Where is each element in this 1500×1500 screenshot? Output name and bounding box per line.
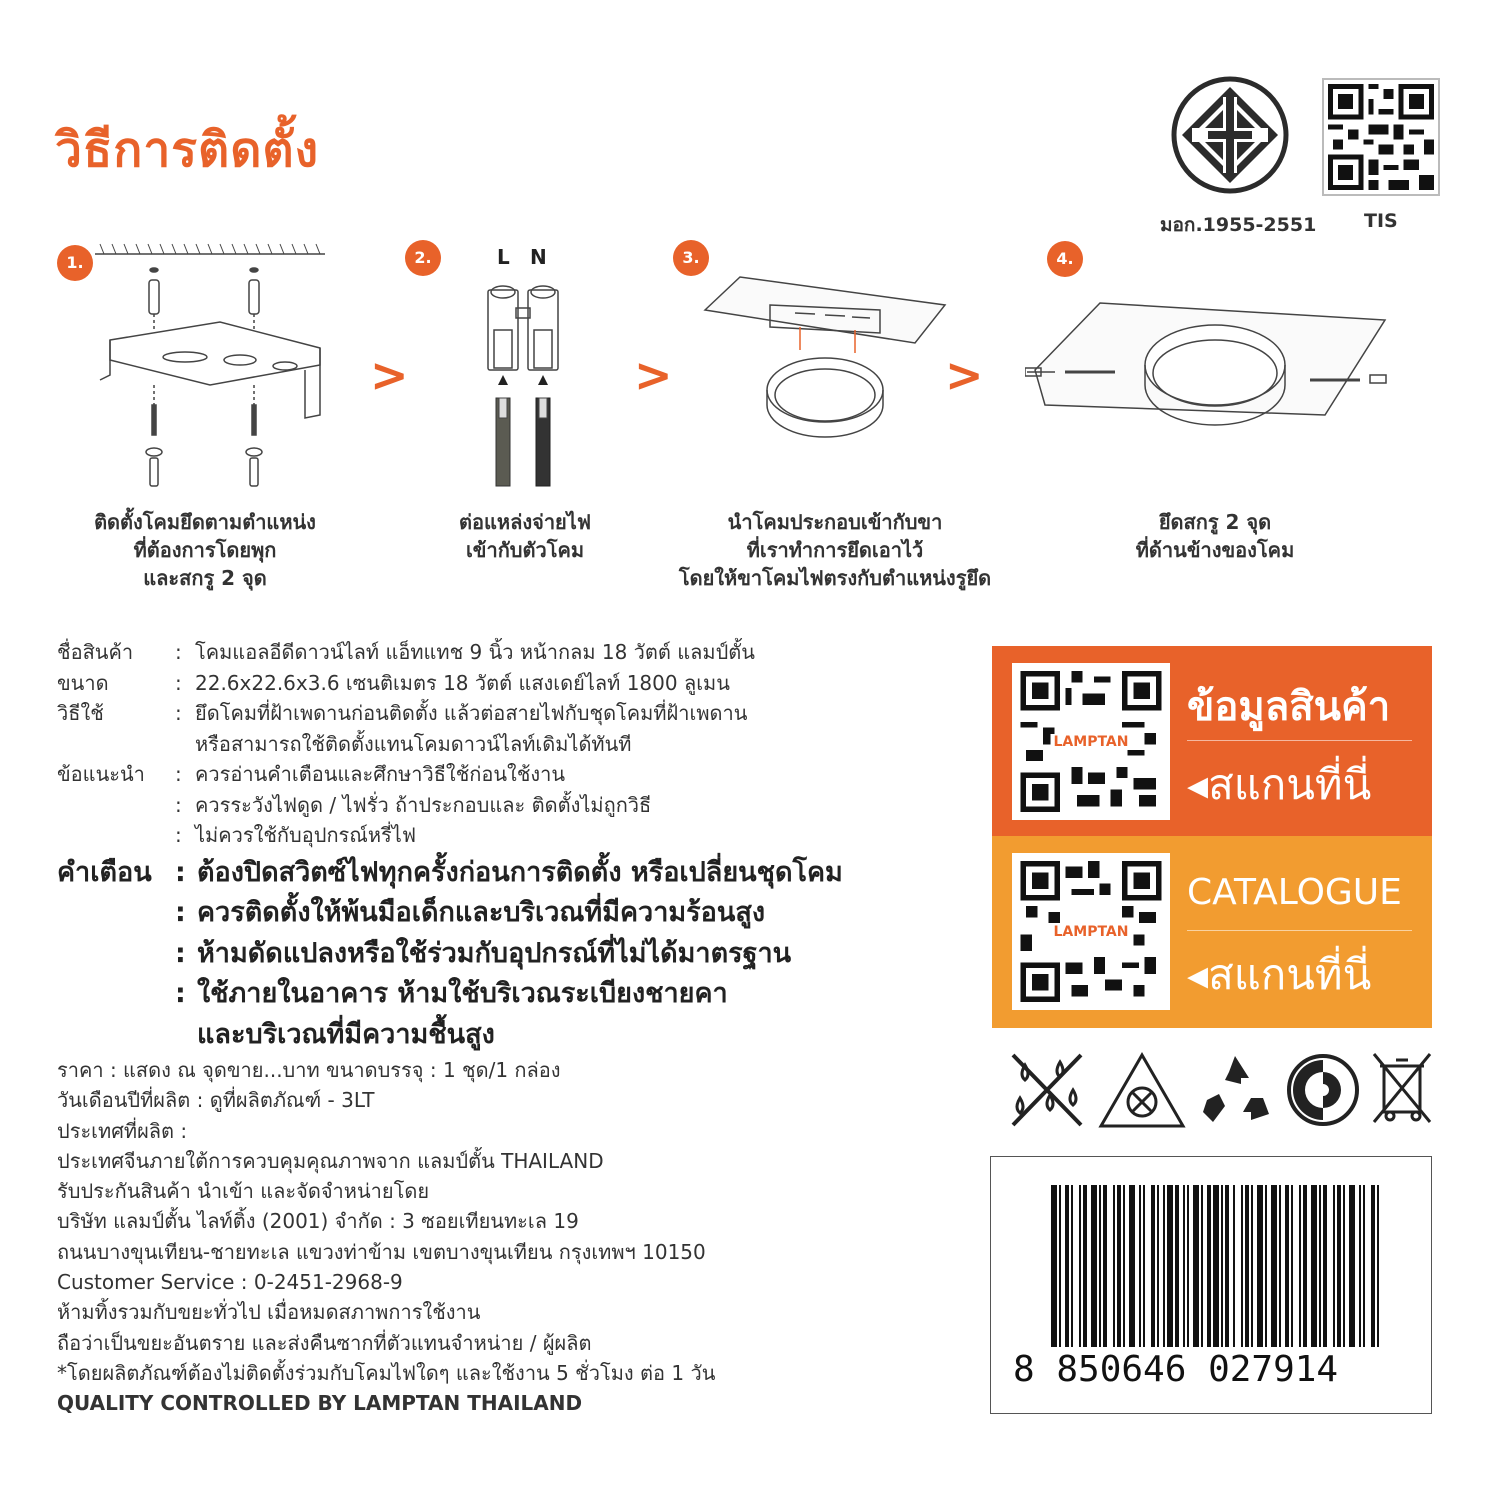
- spec-row: [57, 759, 937, 790]
- spec-key: ข้อแนะนำ: [57, 762, 145, 786]
- step-3-caption-line: โดยให้ขาโคมไฟตรงกับตำแหน่งรูยึด: [678, 566, 992, 590]
- barcode-bar: [1359, 1185, 1361, 1347]
- step-4-caption-line: ยึดสกรู 2 จุด: [1158, 510, 1272, 534]
- warning-colon: [175, 1015, 197, 1056]
- catalogue-scan-prompt: ◂สแกนที่นี่: [1187, 950, 1372, 999]
- step-2-caption-line: เข้ากับตัวโคม: [465, 538, 585, 562]
- spec-row: [57, 637, 937, 668]
- spec-colon: :: [175, 701, 182, 725]
- warning-row: [57, 1015, 937, 1056]
- step-1-caption-line: ที่ต้องการโดยพุก: [133, 538, 277, 562]
- spec-value: โคมแอลอีดีดาวน์ไลท์ แอ็ทแทช 9 นิ้ว หน้ากลม 18 วัตต์ แลมป์ตั้น: [195, 640, 755, 664]
- barcode-bar: [1363, 1185, 1365, 1347]
- info-line: *โดยผลิตภัณฑ์ต้องไม่ติดตั้งร่วมกับโคมไฟใดๆ และใช้งาน 5 ชั่วโมง ต่อ 1 วัน: [57, 1360, 716, 1385]
- barcode-bar: [1299, 1185, 1301, 1347]
- barcode-bar: [1343, 1185, 1345, 1347]
- barcode-bar: [1291, 1185, 1293, 1347]
- warning-value: ห้ามดัดแปลงหรือใช้ร่วมกับอุปกรณ์ที่ไม่ได้มาตรฐาน: [197, 937, 792, 969]
- warning-value: ใช้ภายในอาคาร ห้ามใช้บริเวณระเบียงชายคา: [197, 978, 728, 1009]
- step-2-badge: 2.: [405, 240, 441, 276]
- product-info-qr-code[interactable]: [1012, 663, 1170, 820]
- customer-service-line: Customer Service : 0-2451-2968-9: [57, 1270, 403, 1295]
- warning-colon: :: [175, 856, 186, 888]
- barcode-bar: [1201, 1185, 1203, 1347]
- step-2-connector-illustration: [480, 270, 570, 490]
- barcode-bar: [1167, 1185, 1173, 1347]
- product-spec-block: [57, 637, 937, 1419]
- step-2-caption-line: ต่อแหล่งจ่ายไฟ: [459, 510, 591, 534]
- step-arrow-1: >: [370, 348, 409, 402]
- qr-brand-label: LAMPTAN: [1051, 924, 1132, 940]
- barcode-bar: [1265, 1185, 1267, 1347]
- spec-key: วิธีใช้: [57, 701, 104, 725]
- step-3-mount-illustration: [700, 265, 950, 450]
- panel-divider: [1187, 740, 1412, 741]
- barcode-bar: [1319, 1185, 1321, 1347]
- barcode-bar: [1083, 1185, 1087, 1347]
- step-1-bracket-illustration: [90, 240, 330, 500]
- warning-row: [57, 853, 937, 894]
- spec-key: [57, 790, 175, 821]
- step-3-badge: 3.: [673, 240, 709, 276]
- tis-qr-code[interactable]: [1322, 78, 1440, 196]
- weee-bin-icon: [1370, 1050, 1434, 1130]
- barcode-bar: [1157, 1185, 1159, 1347]
- step-arrow-3: >: [945, 348, 984, 402]
- barcode-bar: [1059, 1185, 1061, 1347]
- warning-key: [57, 1015, 175, 1056]
- spec-row: [57, 790, 937, 821]
- warning-colon: :: [175, 978, 186, 1009]
- barcode-bar: [1333, 1185, 1335, 1347]
- spec-colon: :: [175, 762, 182, 786]
- no-water-icon: [1005, 1050, 1085, 1130]
- barcode-bar: [1103, 1185, 1107, 1347]
- qr-pattern-icon: [1328, 84, 1434, 190]
- barcode-number: 8 850646 027914: [1013, 1349, 1339, 1390]
- tis-label: TIS: [1364, 210, 1398, 232]
- step-3-caption-line: ที่เราทำการยึดเอาไว้: [746, 538, 924, 562]
- spec-colon: :: [175, 640, 182, 664]
- barcode-bar: [1065, 1185, 1069, 1347]
- barcode-bar: [1245, 1185, 1249, 1347]
- barcode-bar: [1323, 1185, 1327, 1347]
- barcode-bar: [1271, 1185, 1277, 1347]
- spec-value: ยึดโคมที่ฝ้าเพดานก่อนติดตั้ง แล้วต่อสายไฟกับชุดโคมที่ฝ้าเพดาน: [195, 701, 748, 725]
- spec-value: 22.6x22.6x3.6 เซนติเมตร 18 วัตต์ แสงเดย์ไลท์ 1800 ลูเมน: [195, 670, 730, 695]
- catalogue-title: CATALOGUE: [1187, 872, 1402, 913]
- barcode-bar: [1207, 1185, 1211, 1347]
- spec-colon: [175, 729, 195, 760]
- barcode-bar: [1129, 1185, 1135, 1347]
- catalogue-qr-code[interactable]: [1012, 853, 1170, 1010]
- spec-row: [57, 698, 937, 729]
- barcode-bar: [1213, 1185, 1219, 1347]
- info-price-line: ราคา : แสดง ณ จุดขาย...บาท ขนาดบรรจุ : 1 ชุด/1 กล่อง: [57, 1058, 561, 1082]
- warning-key: คำเตือน: [57, 856, 152, 888]
- barcode-bar: [1371, 1185, 1375, 1347]
- barcode-bar: [1241, 1185, 1243, 1347]
- step-2-caption: [415, 508, 635, 564]
- no-insulation-cover-icon: [1097, 1050, 1187, 1130]
- info-line: ห้ามทิ้งรวมกับขยะทั่วไป เมื่อหมดสภาพการใช้งาน: [57, 1300, 481, 1325]
- product-info-panel: [992, 646, 1432, 836]
- product-info-title: ข้อมูลสินค้า: [1187, 684, 1391, 730]
- info-line: บริษัท แลมป์ตั้น ไลท์ติ้ง (2001) จำกัด : 3 ซอยเทียนทะเล 19: [57, 1209, 579, 1234]
- panel-divider: [1187, 930, 1412, 931]
- barcode-bars: [1051, 1185, 1381, 1347]
- spec-value: ควรอ่านคำเตือนและศึกษาวิธีใช้ก่อนใช้งาน: [195, 762, 566, 786]
- spec-value: ไม่ควรใช้กับอุปกรณ์หรี่ไฟ: [195, 823, 416, 847]
- recycle-icon: [1195, 1050, 1275, 1130]
- warning-value: ต้องปิดสวิตซ์ไฟทุกครั้งก่อนการติดตั้ง หรือเปลี่ยนชุดโคม: [197, 856, 843, 888]
- barcode-bar: [1183, 1185, 1185, 1347]
- barcode-bar: [1143, 1185, 1145, 1347]
- step-3-caption-line: นำโคมประกอบเข้ากับขา: [727, 510, 943, 534]
- barcode-bar: [1117, 1185, 1121, 1347]
- barcode-bar: [1051, 1185, 1057, 1347]
- warning-row: [57, 893, 937, 934]
- barcode-bar: [1187, 1185, 1189, 1347]
- spec-row: [57, 668, 937, 699]
- barcode-bar: [1311, 1185, 1317, 1347]
- barcode-bar: [1139, 1185, 1141, 1347]
- barcode-bar: [1337, 1185, 1341, 1347]
- spec-row: [57, 729, 937, 760]
- step-3-caption: [645, 508, 1025, 592]
- barcode-bar: [1151, 1185, 1155, 1347]
- compliance-icons-row: [1005, 1050, 1435, 1130]
- spec-colon: :: [175, 792, 182, 817]
- spec-value: หรือสามารถใช้ติดตั้งแทนโคมดาวน์ไลท์เดิมได้ทันที: [195, 731, 632, 756]
- barcode-bar: [1285, 1185, 1289, 1347]
- barcode-bar: [1221, 1185, 1223, 1347]
- warning-block: [57, 853, 937, 1056]
- terminal-n-label: N: [530, 245, 547, 269]
- barcode-bar: [1377, 1185, 1379, 1347]
- barcode-bar: [1193, 1185, 1199, 1347]
- warning-value: ควรติดตั้งให้พ้นมือเด็กและบริเวณที่มีความร้อนสูง: [197, 897, 766, 928]
- barcode-bar: [1113, 1185, 1115, 1347]
- spec-colon: :: [175, 823, 182, 847]
- step-1-caption-line: และสกรู 2 จุด: [143, 566, 267, 590]
- green-dot-icon: [1285, 1052, 1361, 1128]
- spec-colon: :: [175, 670, 182, 695]
- step-arrow-2: >: [634, 348, 673, 402]
- tis-logo-icon: [1170, 75, 1290, 195]
- info-line: ถนนบางขุนเทียน-ชายทะเล แขวงท่าข้าม เขตบางขุนเทียน กรุงเทพฯ 10150: [57, 1239, 706, 1264]
- info-line: รับประกันสินค้า นำเข้า และจัดจำหน่ายโดย: [57, 1179, 430, 1204]
- warning-value: และบริเวณที่มีความชื้นสูง: [197, 1018, 495, 1050]
- barcode-bar: [1349, 1185, 1355, 1347]
- product-info-scan-prompt: ◂สแกนที่นี่: [1187, 760, 1372, 809]
- spec-key: [57, 729, 175, 760]
- barcode-box: [990, 1156, 1432, 1414]
- warning-row: [57, 974, 937, 1015]
- warning-colon: :: [175, 937, 186, 969]
- spec-key: ชื่อสินค้า: [57, 640, 134, 664]
- barcode-bar: [1279, 1185, 1281, 1347]
- warning-key: [57, 893, 175, 934]
- info-line: วันเดือนปีที่ผลิต : ดูที่ผลิตภัณฑ์ - 3LT: [57, 1088, 375, 1113]
- warning-key: [57, 974, 175, 1015]
- barcode-bar: [1163, 1185, 1165, 1347]
- barcode-bar: [1175, 1185, 1179, 1347]
- step-4-screw-illustration: [1025, 295, 1400, 445]
- info-line: ประเทศที่ผลิต :: [57, 1118, 188, 1143]
- spec-key: [57, 820, 175, 851]
- step-4-caption: [1100, 508, 1330, 564]
- barcode-bar: [1251, 1185, 1253, 1347]
- warning-row: [57, 934, 937, 975]
- warning-colon: :: [175, 897, 186, 928]
- barcode-bar: [1233, 1185, 1235, 1347]
- terminal-l-label: L: [497, 245, 510, 269]
- step-1-caption: [60, 508, 350, 592]
- barcode-bar: [1225, 1185, 1229, 1347]
- step-4-badge: 4.: [1047, 241, 1083, 277]
- catalogue-panel: [992, 836, 1432, 1028]
- barcode-bar: [1071, 1185, 1073, 1347]
- tis-standard-code: มอก.1955-2551: [1160, 214, 1317, 236]
- step-1-caption-line: ติดตั้งโคมยึดตามตำแหน่ง: [94, 510, 316, 534]
- info-line: ประเทศจีนภายใต้การควบคุมคุณภาพจาก แลมป์ตั้น THAILAND: [57, 1148, 604, 1173]
- barcode-bar: [1091, 1185, 1097, 1347]
- barcode-bar: [1123, 1185, 1125, 1347]
- barcode-bar: [1257, 1185, 1263, 1347]
- spec-row: [57, 820, 937, 851]
- quality-control-line: QUALITY CONTROLLED BY LAMPTAN THAILAND: [57, 1391, 583, 1416]
- step-1-badge: 1.: [57, 245, 93, 281]
- spec-key: ขนาด: [57, 670, 109, 695]
- barcode-bar: [1079, 1185, 1081, 1347]
- warning-key: [57, 934, 175, 975]
- spec-value: ควรระวังไฟดูด / ไฟรั่ว ถ้าประกอบและ ติดตั้งไม่ถูกวิธี: [195, 792, 652, 817]
- info-line: ถือว่าเป็นขยะอันตราย และส่งคืนซากที่ตัวแทนจำหน่าย / ผู้ผลิต: [57, 1330, 592, 1355]
- page-title: วิธีการติดตั้ง: [55, 122, 319, 178]
- qr-brand-label: LAMPTAN: [1051, 734, 1132, 750]
- barcode-bar: [1303, 1185, 1307, 1347]
- barcode-bar: [1099, 1185, 1101, 1347]
- step-4-caption-line: ที่ด้านข้างของโคม: [1135, 538, 1295, 562]
